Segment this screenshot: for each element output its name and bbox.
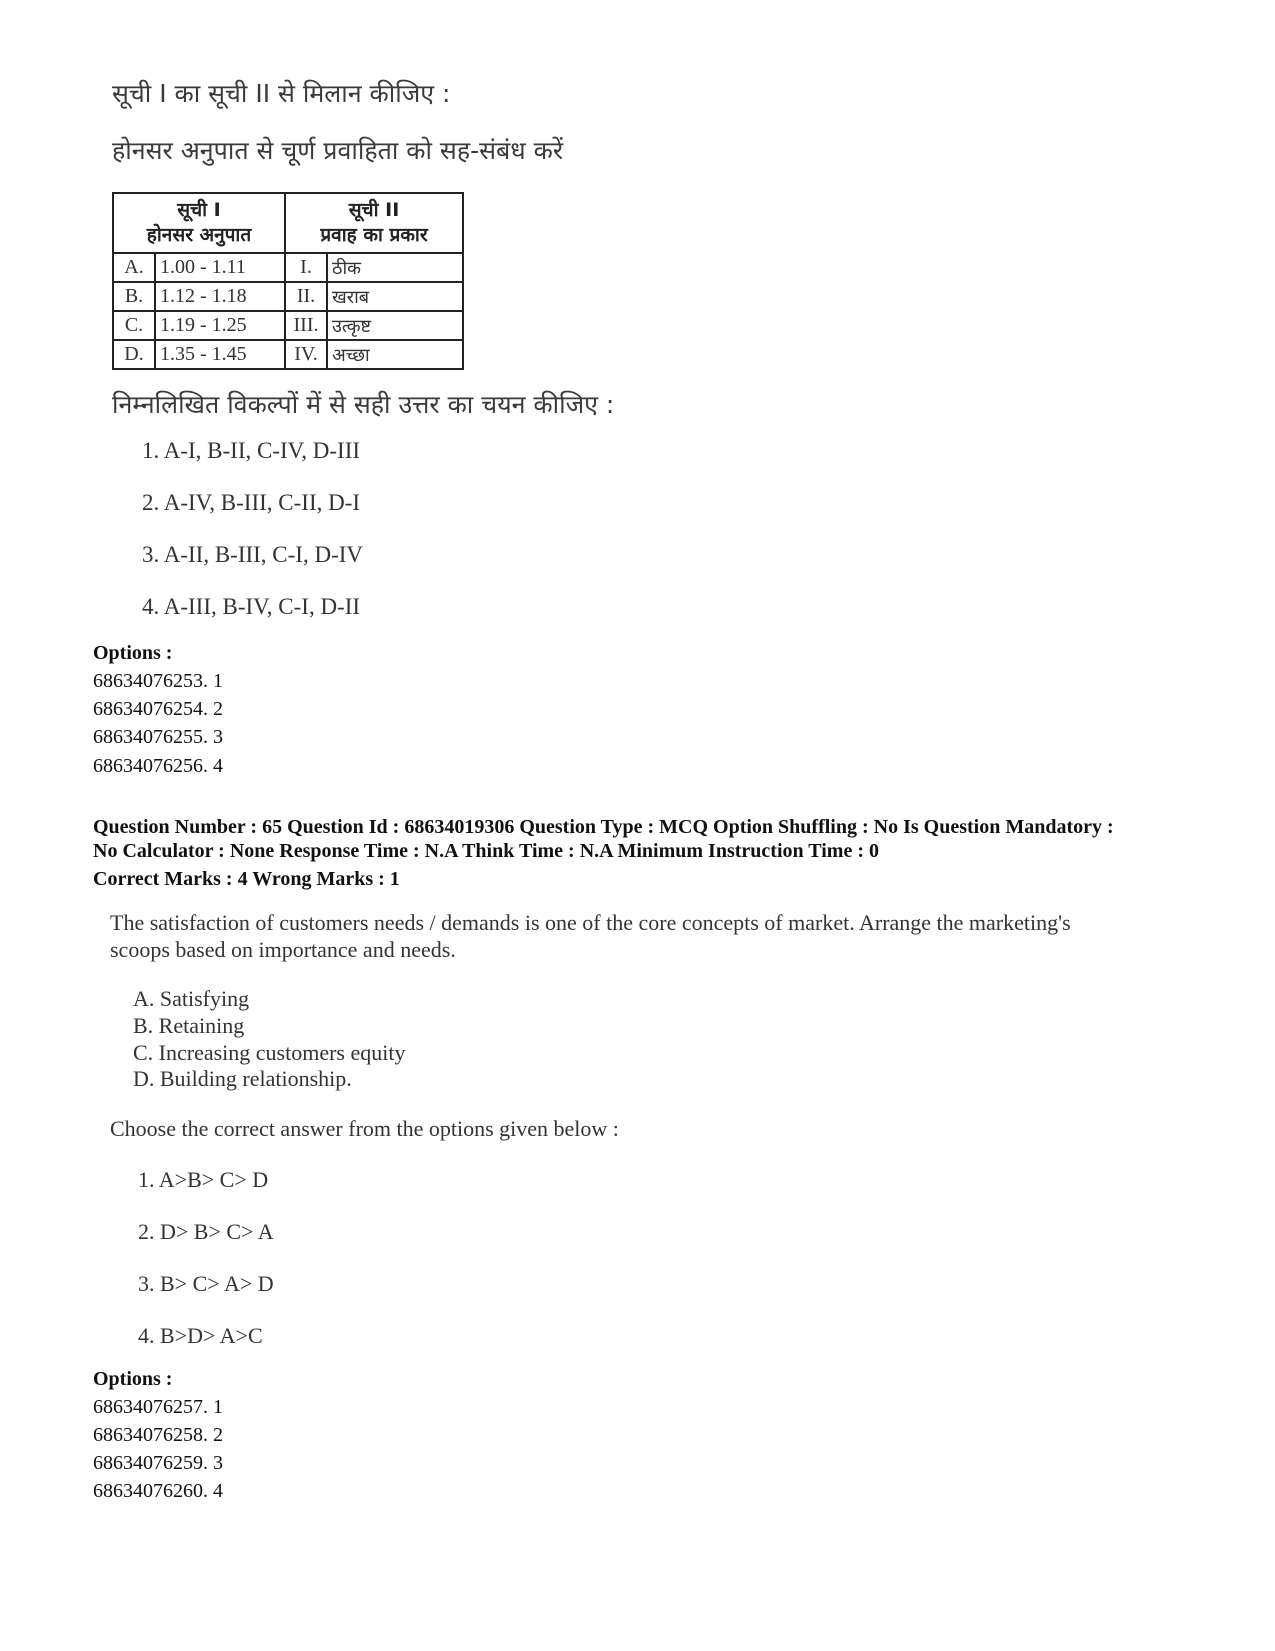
q65-item-b: B. Retaining <box>133 1013 245 1038</box>
q65-answer-1: 1. A>B> C> D <box>138 1167 269 1192</box>
row-flow-type: खराब <box>327 282 463 311</box>
q65-answer-4: 4. B>D> A>C <box>138 1323 263 1348</box>
q64-answer-2: 2. A-IV, B-III, C-II, D-I <box>142 490 361 515</box>
q65-item-a: A. Satisfying <box>133 986 250 1011</box>
q64-intro: सूची I का सूची II से मिलान कीजिए : <box>112 79 451 108</box>
q65-meta-line-2: No Calculator : None Response Time : N.A Think Time : N.A Minimum Instruction Time : 0 <box>93 840 879 862</box>
row-flow-type: उत्कृष्ट <box>327 311 463 340</box>
q65-option-1: 68634076257. 1 <box>93 1396 223 1418</box>
table-header-row <box>113 193 463 253</box>
q65-item-c: C. Increasing customers equity <box>133 1040 406 1065</box>
table-row <box>113 253 463 282</box>
q64-match-table <box>112 192 464 370</box>
row-label: A. <box>113 253 155 282</box>
row-roman: IV. <box>285 340 327 369</box>
q65-item-d: D. Building relationship. <box>133 1066 352 1091</box>
list-1-title: सूची I <box>177 199 221 221</box>
table-row <box>113 340 463 369</box>
row-value: 1.00 - 1.11 <box>155 253 285 282</box>
list-2-subtitle: प्रवाह का प्रकार <box>320 224 428 246</box>
row-value: 1.19 - 1.25 <box>155 311 285 340</box>
list-2-header <box>285 193 463 253</box>
q65-meta-line-1: Question Number : 65 Question Id : 68634019306 Question Type : MCQ Option Shuffling : No Is Question Mandatory : <box>93 816 1114 838</box>
q64-option-2: 68634076254. 2 <box>93 698 223 720</box>
row-value: 1.12 - 1.18 <box>155 282 285 311</box>
row-flow-type: अच्छा <box>327 340 463 369</box>
list-1-subtitle: होनसर अनुपात <box>146 224 252 246</box>
row-value: 1.35 - 1.45 <box>155 340 285 369</box>
q64-answer-3: 3. A-II, B-III, C-I, D-IV <box>142 542 363 567</box>
q64-answer-1: 1. A-I, B-II, C-IV, D-III <box>142 438 361 463</box>
row-label: B. <box>113 282 155 311</box>
list-1-header <box>113 193 285 253</box>
row-roman: I. <box>285 253 327 282</box>
q64-options-label: Options : <box>93 642 173 664</box>
row-roman: III. <box>285 311 327 340</box>
q65-answer-2: 2. D> B> C> A <box>138 1219 274 1244</box>
q65-answer-3: 3. B> C> A> D <box>138 1271 274 1296</box>
row-flow-type: ठीक <box>327 253 463 282</box>
q65-marks: Correct Marks : 4 Wrong Marks : 1 <box>93 868 400 890</box>
q64-title: होनसर अनुपात से चूर्ण प्रवाहिता को सह-संबंध करें <box>112 136 564 165</box>
row-label: D. <box>113 340 155 369</box>
q64-option-1: 68634076253. 1 <box>93 670 223 692</box>
table-row <box>113 311 463 340</box>
q65-option-4: 68634076260. 4 <box>93 1480 223 1502</box>
q65-options-label: Options : <box>93 1368 173 1390</box>
q65-choose-instruction: Choose the correct answer from the options given below : <box>110 1116 619 1141</box>
table-row <box>113 282 463 311</box>
row-label: C. <box>113 311 155 340</box>
q64-choose-instruction: निम्नलिखित विकल्पों में से सही उत्तर का चयन कीजिए : <box>112 390 615 419</box>
q64-option-4: 68634076256. 4 <box>93 755 223 777</box>
q64-option-3: 68634076255. 3 <box>93 726 223 748</box>
q65-option-3: 68634076259. 3 <box>93 1452 223 1474</box>
q64-answer-4: 4. A-III, B-IV, C-I, D-II <box>142 594 361 619</box>
q65-option-2: 68634076258. 2 <box>93 1424 223 1446</box>
row-roman: II. <box>285 282 327 311</box>
list-2-title: सूची II <box>348 199 400 221</box>
q65-stem-line-2: scoops based on importance and needs. <box>110 937 456 962</box>
q65-stem-line-1: The satisfaction of customers needs / demands is one of the core concepts of market. Arrange the marketing's <box>110 910 1071 935</box>
